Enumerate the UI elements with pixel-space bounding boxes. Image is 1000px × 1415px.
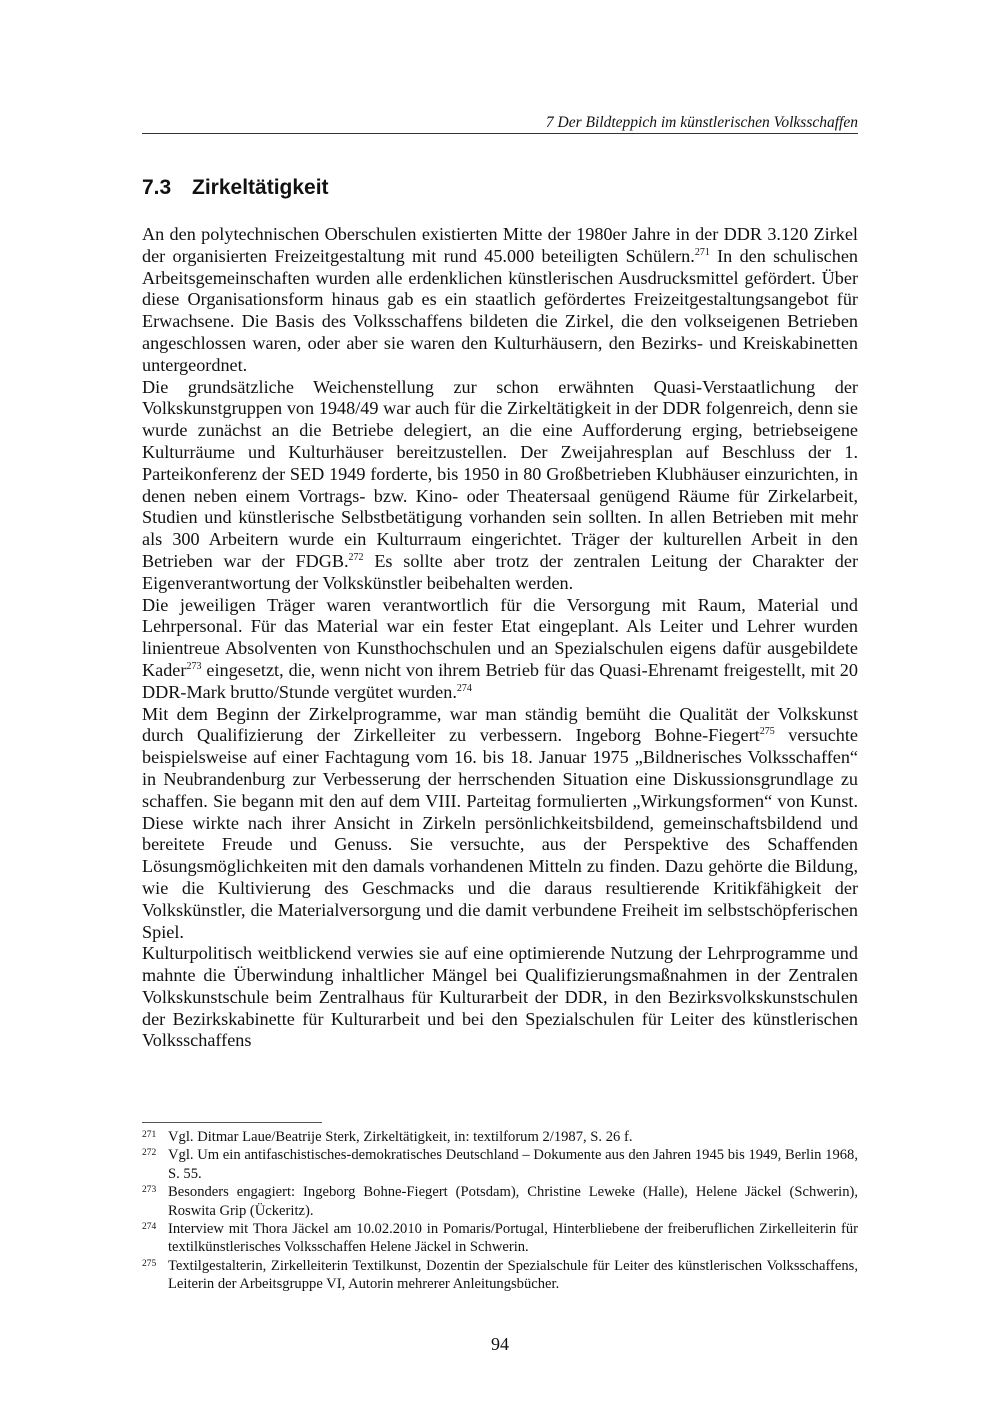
footnote-text: Vgl. Um ein antifaschistisches-demokratisches Deutschland – Dokumente aus den Jahren 1945 bis 1949, Berlin 1968, S. 55.: [168, 1147, 858, 1182]
footnote-number: 272: [142, 1148, 157, 1159]
footnote-text: Besonders engagiert: Ingeborg Bohne-Fiegert (Potsdam), Christine Leweke (Halle), Helene Jäckel (Schwerin), Roswita Grip (Ückeritz).: [168, 1184, 858, 1219]
footnote: [142, 1220, 858, 1257]
footnote: [142, 1128, 858, 1146]
paragraph: [142, 704, 858, 944]
paragraph-text: An den polytechnischen Oberschulen existierten Mitte der 1980er Jahre in der DDR 3.120 Zirkel der organisierten Freizeitgestaltung mit rund 45.000 beteiligten Schülern.: [142, 224, 858, 266]
footnote-text: Interview mit Thora Jäckel am 10.02.2010 in Pomaris/Portugal, Hinterbliebene der freiberuflichen Zirkelleiterin für textilkünstlerisches Volksschaffen Helene Jäckel in Schwerin.: [168, 1221, 858, 1256]
footnote-rule: [142, 1122, 322, 1123]
paragraph-text: In den schulischen Arbeitsgemeinschaften wurden alle erdenklichen künstlerischen Ausdrucksmittel gefördert. Über diese Organisationsform hinaus gab es ein staatlich gefördertes Freizeitgestaltungsangebot für Erwachsene. Die Basis des Volksschaffens bildeten die Zirkel, die den volkseigenen Betrieben angeschlossen waren, oder aber sie waren den Kulturhäusern, den Bezirks- und Kreiskabinetten untergeordnet.: [142, 245, 858, 375]
paragraph-text: Mit dem Beginn der Zirkelprogramme, war man ständig bemüht die Qualität der Volkskunst durch Qualifizierung der Zirkelleiter zu verbessern. Ingeborg Bohne-Fiegert: [142, 703, 858, 746]
paragraph: [142, 943, 858, 1052]
footnotes: [142, 1128, 858, 1294]
footnote-number: 271: [142, 1130, 157, 1140]
footnote-text: Vgl. Ditmar Laue/Beatrije Sterk, Zirkeltätigkeit, in: textilforum 2/1987, S. 26 f.: [168, 1129, 633, 1145]
footnote-ref: 275: [759, 726, 775, 738]
paragraph: [142, 595, 858, 704]
footnote-ref: 272: [348, 551, 364, 563]
paragraph-text: Es sollte aber trotz der zentralen Leitung der Charakter der Eigenverantwortung der Volkskünstler beibehalten werden.: [142, 550, 858, 593]
footnote: [142, 1257, 858, 1294]
section-title: Zirkeltätigkeit: [192, 176, 329, 199]
page-number: 94: [491, 1334, 509, 1354]
header-rule: [142, 133, 858, 134]
section-heading: [142, 174, 329, 202]
footnote-ref: 274: [456, 682, 472, 694]
paragraph-text: versuchte beispielsweise auf einer Fachtagung vom 16. bis 18. Januar 1975 „Bildnerisches Volksschaffen“ in Neubrandenburg zur Verbesserung der herrschenden Situation eine Diskussionsgrundlage zu schaffen. Sie begann mit den auf dem VIII. Parteitag formulierten „Wirkungsformen“ von Kunst. Diese wirkte nach ihrer Ansicht in Zirkeln persönlichkeitsbildend, gemeinschaftsbildend und bereitete Freude und Genuss. Sie versuchte, aus der Perspektive des Schaffenden Lösungsmöglichkeiten mit den damals vorhandenen Mitteln zu finden. Dazu gehörte die Bildung, wie die Kultivierung des Geschmacks und die daraus resultierende Kritikfähigkeit der Volkskünstler, die Materialversorgung und die damit verbundene Freiheit im selbstschöpferischen Spiel.: [142, 725, 858, 942]
body-text: [142, 224, 858, 1052]
footnote-text: Textilgestalterin, Zirkelleiterin Textilkunst, Dozentin der Spezialschule für Leiter des künstlerischen Volksschaffens, Leiterin der Arbeitsgruppe VI, Autorin mehrerer Anleitungsbücher.: [168, 1257, 858, 1293]
paragraph-text: Kulturpolitisch weitblickend verwies sie auf eine optimierende Nutzung der Lehrprogramme und mahnte die Überwindung inhaltlicher Mängel bei Qualifizierungsmaßnahmen in der Zentralen Volkskunstschule beim Zentralhaus für Kulturarbeit der DDR, in den Bezirksvolkskunstschulen der Bezirkskabinette für Kulturarbeit und bei den Spezialschulen für Leiter des künstlerischen Volksschaffens: [142, 943, 858, 1051]
section-number: 7.3: [142, 176, 172, 199]
footnote: [142, 1146, 858, 1183]
footnote-number: 275: [142, 1258, 157, 1269]
paragraph-text: Die grundsätzliche Weichenstellung zur schon erwähnten Quasi-Verstaatlichung der Volkskunstgruppen von 1948/49 war auch für die Zirkeltätigkeit in der DDR folgenreich, denn sie wurde zunächst an die Betriebe delegiert, an die eine Aufforderung erging, betriebseigene Kulturräume und Kulturhäuser bereitzustellen. Der Zweijahresplan auf Beschluss der 1. Parteikonferenz der SED 1949 forderte, bis 1950 in 80 Großbetrieben Klubhäuser einzurichten, in denen neben einem Vortrags- bzw. Kino- oder Theatersaal genügend Räume für Zirkelarbeit, Studien und künstlerische Selbstbetätigung vorhanden sein sollten. In allen Betrieben mit mehr als 300 Arbeitern wurde ein Kulturraum eingerichtet. Träger der kulturellen Arbeit in den Betrieben war der FDGB.: [142, 376, 858, 571]
footnote-number: 273: [142, 1185, 157, 1196]
footnote-ref: 271: [694, 246, 710, 258]
paragraph-text: Die jeweiligen Träger waren verantwortlich für die Versorgung mit Raum, Material und Lehrpersonal. Für das Material war ein fester Etat eingeplant. Als Leiter und Lehrer wurden linientreue Absolventen von Kunsthochschulen und an Spezialschulen eigens dafür ausgebildete Kader: [142, 594, 858, 680]
paragraph-text: eingesetzt, die, wenn nicht von ihrem Betrieb für das Quasi-Ehrenamt freigestellt, mit 20 DDR-Mark brutto/Stunde vergütet wurden.: [142, 659, 858, 702]
footnote: [142, 1183, 858, 1220]
paragraph: [142, 377, 858, 595]
paragraph: [142, 224, 858, 377]
footnote-ref: 273: [186, 660, 202, 672]
footnote-number: 274: [142, 1222, 157, 1233]
running-header: 7 Der Bildteppich im künstlerischen Volksschaffen: [545, 114, 858, 131]
